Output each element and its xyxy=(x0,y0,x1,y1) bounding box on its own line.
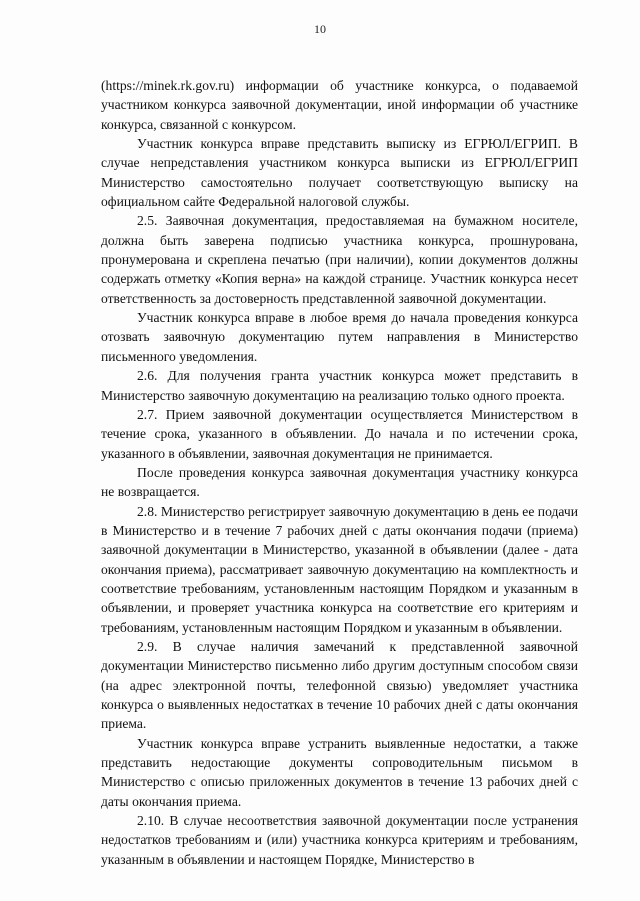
document-body xyxy=(101,76,578,869)
paragraph: Участник конкурса вправе представить выписку из ЕГРЮЛ/ЕГРИП. В случае непредставления участником конкурса выписки из ЕГРЮЛ/ЕГРИП Министерство самостоятельно получает соответствующую выписку на официальном сайте Федеральной налоговой службы. xyxy=(101,136,578,210)
paragraph: 2.9. В случае наличия замечаний к представленной заявочной документации Министерство письменно либо другим доступным способом связи (на адрес электронной почты, телефонной связью) уведомляет участника конкурса о выявленных недостатках в течение 10 рабочих дней с даты окончания приема. xyxy=(101,638,578,732)
paragraph: После проведения конкурса заявочная документация участнику конкурса не возвращается. xyxy=(101,464,578,500)
paragraph: Участник конкурса вправе устранить выявленные недостатки, а также представить недостающие документы сопроводительным письмом в Министерство с описью приложенных документов в течение 13 рабочих дней с даты окончания приема. xyxy=(101,735,578,809)
page-number: 10 xyxy=(314,22,326,36)
paragraph: 2.8. Министерство регистрирует заявочную документацию в день ее подачи в Министерство и в течение 7 рабочих дней с даты окончания подачи (приема) заявочной документации в Министерство, указанной в объявлении (далее - дата окончания приема), рассматривает заявочную документацию на комплектность и соответствие требованиям, установленным настоящим Порядком и указанным в объявлении, и проверяет участника конкурса на соответствие его критериям и требованиям, установленным настоящим Порядком и указанным в объявлении. xyxy=(101,503,578,635)
paragraph: 2.10. В случае несоответствия заявочной документации после устранения недостатков требованиям и (или) участника конкурса критериям и требованиям, указанным в объявлении и настоящем Порядке, Министерство в xyxy=(101,813,578,867)
paragraph: 2.7. Прием заявочной документации осуществляется Министерством в течение срока, указанного в объявлении. До начала и по истечении срока, указанного в объявлении, заявочная документация не принимается. xyxy=(101,406,578,461)
paragraph: (https://minek.rk.gov.ru) информации об участнике конкурса, о подаваемой участником конкурса заявочной документации, иной информации об участнике конкурса, связанной с конкурсом. xyxy=(101,78,578,132)
paragraph: 2.6. Для получения гранта участник конкурса может представить в Министерство заявочную документацию на реализацию только одного проекта. xyxy=(101,368,578,403)
paragraph: 2.5. Заявочная документация, предоставляемая на бумажном носителе, должна быть заверена подписью участника конкурса, прошнурована, пронумерована и скреплена печатью (при наличии), копии документов должны содержать отметку «Копия верна» на каждой странице. Участник конкурса несет ответственность за достоверность представленной заявочной документации. xyxy=(101,213,578,306)
paragraph: Участник конкурса вправе в любое время до начала проведения конкурса отозвать заявочную документацию путем направления в Министерство письменного уведомления. xyxy=(101,310,578,364)
